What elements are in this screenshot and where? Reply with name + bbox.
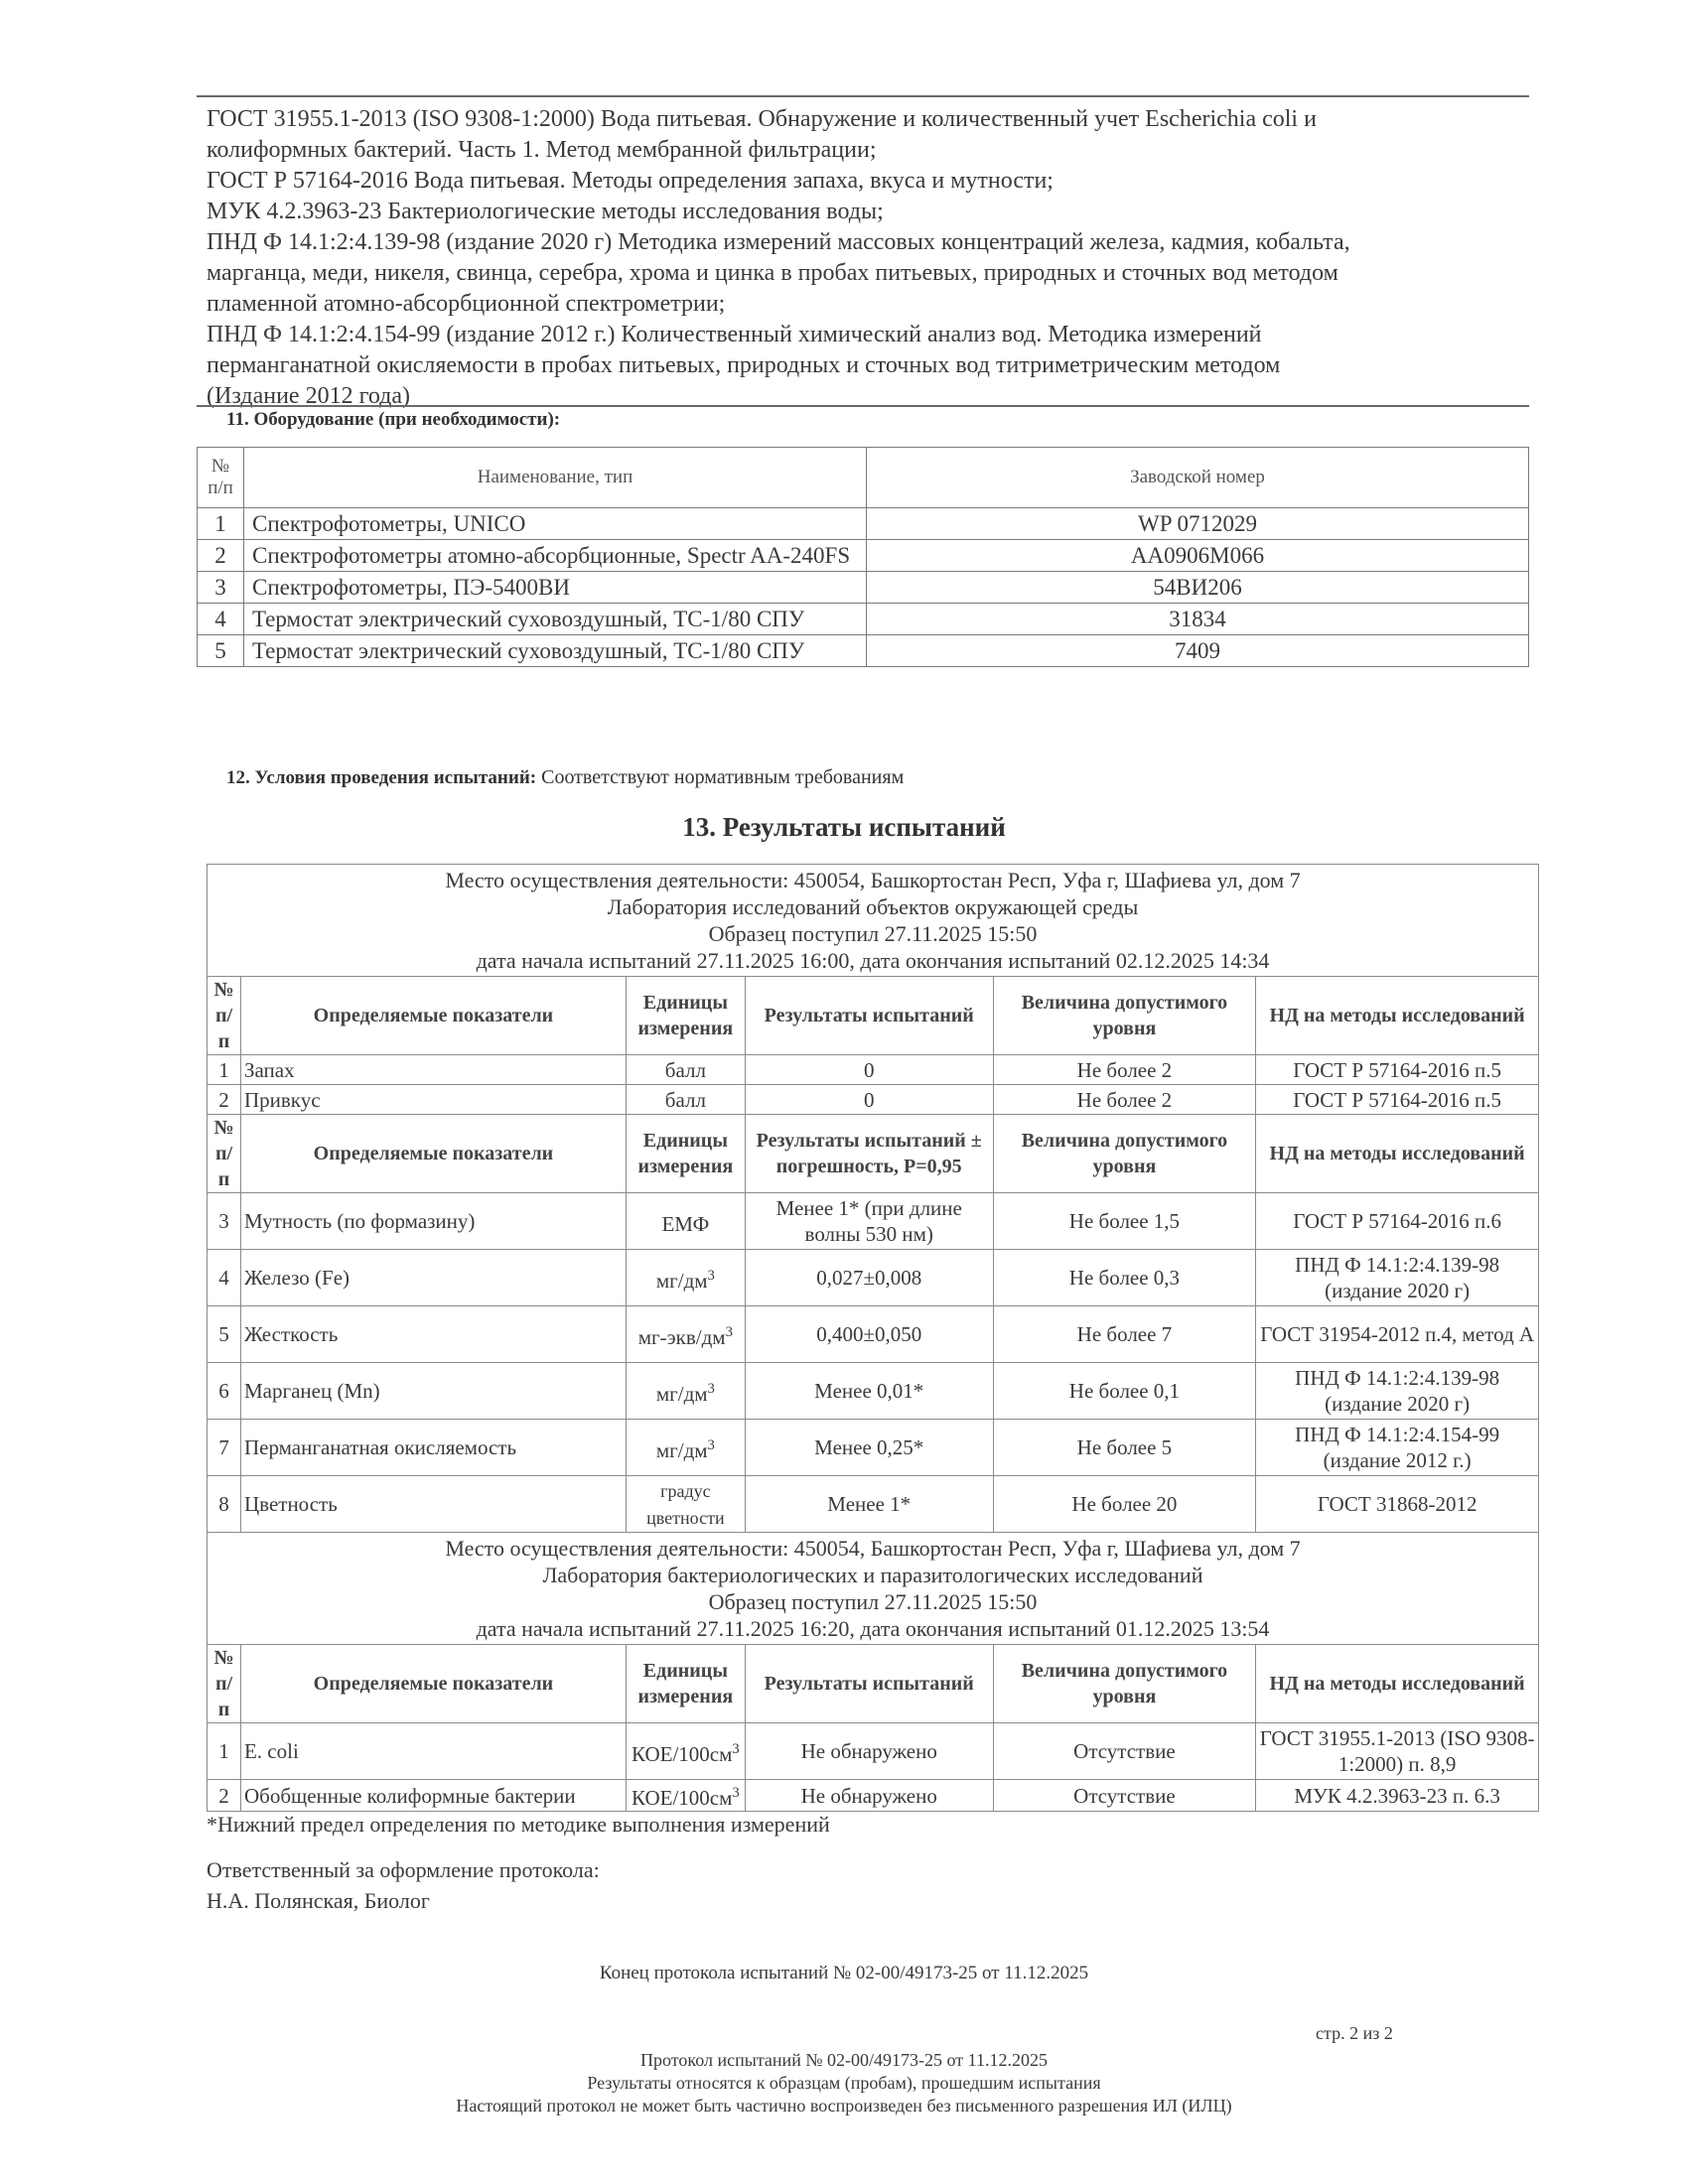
row-method: МУК 4.2.3963-23 п. 6.3 [1256, 1780, 1539, 1812]
row-method: ГОСТ 31954-2012 п.4, метод А [1256, 1306, 1539, 1363]
header-result: Результаты испытаний [745, 1645, 993, 1723]
row-allowed: Не более 1,5 [993, 1193, 1256, 1250]
test-conditions-label: 12. Условия проведения испытаний: [226, 767, 537, 788]
row-method: ПНД Ф 14.1:2:4.139-98 (издание 2020 г) [1256, 1363, 1539, 1420]
row-units: КОЕ/$100см^3$ [626, 1723, 745, 1780]
row-allowed: Не более 5 [993, 1420, 1256, 1476]
equipment-header-row [198, 448, 1529, 508]
sample-received: Образец поступил 27.11.2025 15:50 [708, 921, 1038, 946]
equipment-row [198, 572, 1529, 604]
lab-info-block [208, 1533, 1539, 1645]
row-num: 1 [208, 1723, 241, 1780]
lab-name: Лаборатория бактериологических и паразитологических исследований [542, 1563, 1203, 1587]
results-table [207, 864, 1539, 1812]
row-indicator: E. coli [240, 1723, 626, 1780]
section-divider [197, 405, 1529, 407]
footer-line: Протокол испытаний № 02-00/49173-25 от 11.12.2025 [640, 2050, 1048, 2070]
row-units: градус цветности [626, 1476, 745, 1533]
equipment-row [198, 604, 1529, 635]
row-units: $мг/дм^3$ [626, 1420, 745, 1476]
row-method: ГОСТ 31868-2012 [1256, 1476, 1539, 1533]
reference-line: (Издание 2012 года) [207, 383, 410, 409]
row-units: ЕМФ [626, 1193, 745, 1250]
row-allowed: Не более 0,3 [993, 1250, 1256, 1306]
equipment-num: 3 [198, 572, 244, 604]
header-allowed: Величина допустимого уровня [993, 1115, 1256, 1193]
result-row [208, 1420, 1539, 1476]
responsible-name: Н.А. Полянская, Биолог [207, 1888, 430, 1913]
lab-info-row [208, 1533, 1539, 1645]
row-method: ПНД Ф 14.1:2:4.154-99 (издание 2012 г.) [1256, 1420, 1539, 1476]
row-units: $мг/дм^3$ [626, 1363, 745, 1420]
header-units: Единицы измерения [626, 1645, 745, 1723]
header-result: Результаты испытаний [745, 977, 993, 1055]
row-num: 2 [208, 1780, 241, 1812]
row-units: $мг/дм^3$ [626, 1250, 745, 1306]
reference-line: перманганатной окисляемости в пробах питьевых, природных и сточных вод титриметрическим методом [207, 352, 1281, 378]
test-conditions [226, 766, 904, 789]
equipment-heading: 11. Оборудование (при необходимости): [226, 409, 561, 430]
row-num: 4 [208, 1250, 241, 1306]
row-method: ГОСТ Р 57164-2016 п.6 [1256, 1193, 1539, 1250]
equipment-name: Спектрофотометры, ПЭ-5400ВИ [244, 572, 867, 604]
equipment-num: 5 [198, 635, 244, 667]
lab-info-block [208, 865, 1539, 977]
row-units: $мг-экв/дм^3$ [626, 1306, 745, 1363]
row-units: балл [626, 1085, 745, 1115]
result-row [208, 1723, 1539, 1780]
result-row [208, 1363, 1539, 1420]
result-row [208, 1250, 1539, 1306]
responsible-label: Ответственный за оформление протокола: [207, 1857, 600, 1882]
end-of-protocol: Конец протокола испытаний № 02-00/49173-25 от 11.12.2025 [599, 1963, 1089, 1983]
lab-name: Лаборатория исследований объектов окружающей среды [607, 894, 1139, 919]
reference-line: колиформных бактерий. Часть 1. Метод мембранной фильтрации; [207, 137, 877, 163]
row-indicator: Перманганатная окисляемость [240, 1420, 626, 1476]
test-conditions-value: Соответствуют нормативным требованиям [541, 766, 905, 788]
row-method: ГОСТ Р 57164-2016 п.5 [1256, 1055, 1539, 1085]
equipment-serial: 7409 [867, 635, 1529, 667]
row-result: Не обнаружено [745, 1723, 993, 1780]
footer-line: Настоящий протокол не может быть частично воспроизведен без письменного разрешения ИЛ (ИЛЦ) [456, 2096, 1232, 2116]
row-result: 0,400±0,050 [745, 1306, 993, 1363]
row-method: ГОСТ Р 57164-2016 п.5 [1256, 1085, 1539, 1115]
header-units: Единицы измерения [626, 977, 745, 1055]
equipment-name: Термостат электрический суховоздушный, ТС-1/80 СПУ [244, 635, 867, 667]
result-row [208, 1193, 1539, 1250]
row-allowed: Не более 7 [993, 1306, 1256, 1363]
row-allowed: Не более 2 [993, 1055, 1256, 1085]
test-dates: дата начала испытаний 27.11.2025 16:20, дата окончания испытаний 01.12.2025 13:54 [476, 1616, 1270, 1641]
row-num: 5 [208, 1306, 241, 1363]
row-result: 0,027±0,008 [745, 1250, 993, 1306]
row-indicator: Обобщенные колиформные бактерии [240, 1780, 626, 1812]
header-units: Единицы измерения [626, 1115, 745, 1193]
reference-line: ПНД Ф 14.1:2:4.154-99 (издание 2012 г.) Количественный химический анализ вод. Методика измерений [207, 322, 1262, 347]
page-footer [0, 2049, 1688, 2117]
header-indicator: Определяемые показатели [240, 1115, 626, 1193]
row-indicator: Цветность [240, 1476, 626, 1533]
row-indicator: Марганец (Mn) [240, 1363, 626, 1420]
row-method: ГОСТ 31955.1-2013 (ISO 9308-1:2000) п. 8,9 [1256, 1723, 1539, 1780]
sample-received: Образец поступил 27.11.2025 15:50 [708, 1589, 1038, 1614]
reference-line: ПНД Ф 14.1:2:4.139-98 (издание 2020 г) Методика измерений массовых концентраций железа, кадмия, кобальта, [207, 229, 1350, 255]
equipment-row [198, 540, 1529, 572]
row-num: 6 [208, 1363, 241, 1420]
header-num: № п/п [208, 1645, 241, 1723]
header-allowed: Величина допустимого уровня [993, 1645, 1256, 1723]
lab-info-row [208, 865, 1539, 977]
equipment-serial: AA0906M066 [867, 540, 1529, 572]
responsible-person [207, 1854, 600, 1916]
page-number: стр. 2 из 2 [1316, 2023, 1393, 2043]
result-row [208, 1055, 1539, 1085]
results-header-row [208, 1115, 1539, 1193]
row-allowed: Не более 0,1 [993, 1363, 1256, 1420]
result-row [208, 1085, 1539, 1115]
equipment-name: Спектрофотометры атомно-абсорбционные, Spectr AA-240FS [244, 540, 867, 572]
row-num: 2 [208, 1085, 241, 1115]
row-units: КОЕ/$100см^3$ [626, 1780, 745, 1812]
header-num: № п/п [208, 977, 241, 1055]
header-method: НД на методы исследований [1256, 1115, 1539, 1193]
header-allowed: Величина допустимого уровня [993, 977, 1256, 1055]
header-num: № п/п [208, 1115, 241, 1193]
equipment-serial: 54ВИ206 [867, 572, 1529, 604]
result-row [208, 1780, 1539, 1812]
row-indicator: Привкус [240, 1085, 626, 1115]
row-allowed: Отсутствие [993, 1780, 1256, 1812]
results-heading: 13. Результаты испытаний [682, 812, 1006, 842]
row-indicator: Железо (Fe) [240, 1250, 626, 1306]
reference-line: ГОСТ 31955.1-2013 (ISO 9308-1:2000) Вода питьевая. Обнаружение и количественный учет Escherichia coli и [207, 106, 1317, 132]
row-indicator: Жесткость [240, 1306, 626, 1363]
footnote: *Нижний предел определения по методике выполнения измерений [207, 1812, 830, 1837]
row-num: 7 [208, 1420, 241, 1476]
result-row [208, 1306, 1539, 1363]
reference-line: марганца, меди, никеля, свинца, серебра, хрома и цинка в пробах питьевых, природных и сточных вод методом [207, 260, 1338, 286]
equipment-num: 4 [198, 604, 244, 635]
equipment-row [198, 635, 1529, 667]
equipment-header-num: № п/п [198, 448, 244, 508]
equipment-table [197, 447, 1529, 667]
equipment-row [198, 508, 1529, 540]
row-result: Менее 1* (при длине волны 530 нм) [745, 1193, 993, 1250]
equipment-num: 2 [198, 540, 244, 572]
equipment-header-name: Наименование, тип [244, 448, 867, 508]
equipment-header-serial: Заводской номер [867, 448, 1529, 508]
row-allowed: Не более 20 [993, 1476, 1256, 1533]
row-allowed: Отсутствие [993, 1723, 1256, 1780]
equipment-serial: WP 0712029 [867, 508, 1529, 540]
row-result: 0 [745, 1085, 993, 1115]
equipment-num: 1 [198, 508, 244, 540]
equipment-name: Термостат электрический суховоздушный, ТС-1/80 СПУ [244, 604, 867, 635]
row-method: ПНД Ф 14.1:2:4.139-98 (издание 2020 г) [1256, 1250, 1539, 1306]
row-num: 1 [208, 1055, 241, 1085]
row-units: балл [626, 1055, 745, 1085]
row-indicator: Мутность (по формазину) [240, 1193, 626, 1250]
results-header-row [208, 1645, 1539, 1723]
row-result: 0 [745, 1055, 993, 1085]
reference-methods-list [207, 104, 1497, 412]
top-divider [197, 95, 1529, 97]
row-result: Менее 0,01* [745, 1363, 993, 1420]
reference-line: ГОСТ Р 57164-2016 Вода питьевая. Методы определения запаха, вкуса и мутности; [207, 168, 1054, 194]
results-header-row [208, 977, 1539, 1055]
header-method: НД на методы исследований [1256, 977, 1539, 1055]
test-dates: дата начала испытаний 27.11.2025 16:00, дата окончания испытаний 02.12.2025 14:34 [476, 948, 1270, 973]
row-num: 3 [208, 1193, 241, 1250]
header-indicator: Определяемые показатели [240, 1645, 626, 1723]
equipment-name: Спектрофотометры, UNICO [244, 508, 867, 540]
row-allowed: Не более 2 [993, 1085, 1256, 1115]
row-result: Не обнаружено [745, 1780, 993, 1812]
result-row [208, 1476, 1539, 1533]
activity-place: Место осуществления деятельности: 450054, Башкортостан Респ, Уфа г, Шафиева ул, дом 7 [445, 868, 1301, 892]
row-indicator: Запах [240, 1055, 626, 1085]
equipment-serial: 31834 [867, 604, 1529, 635]
header-indicator: Определяемые показатели [240, 977, 626, 1055]
activity-place: Место осуществления деятельности: 450054, Башкортостан Респ, Уфа г, Шафиева ул, дом 7 [445, 1536, 1301, 1561]
header-result: Результаты испытаний ± погрешность, Р=0,95 [745, 1115, 993, 1193]
footer-line: Результаты относятся к образцам (пробам), прошедшим испытания [587, 2073, 1101, 2093]
row-num: 8 [208, 1476, 241, 1533]
row-result: Менее 1* [745, 1476, 993, 1533]
header-method: НД на методы исследований [1256, 1645, 1539, 1723]
reference-line: МУК 4.2.3963-23 Бактериологические методы исследования воды; [207, 199, 884, 224]
reference-line: пламенной атомно-абсорбционной спектрометрии; [207, 291, 726, 317]
row-result: Менее 0,25* [745, 1420, 993, 1476]
